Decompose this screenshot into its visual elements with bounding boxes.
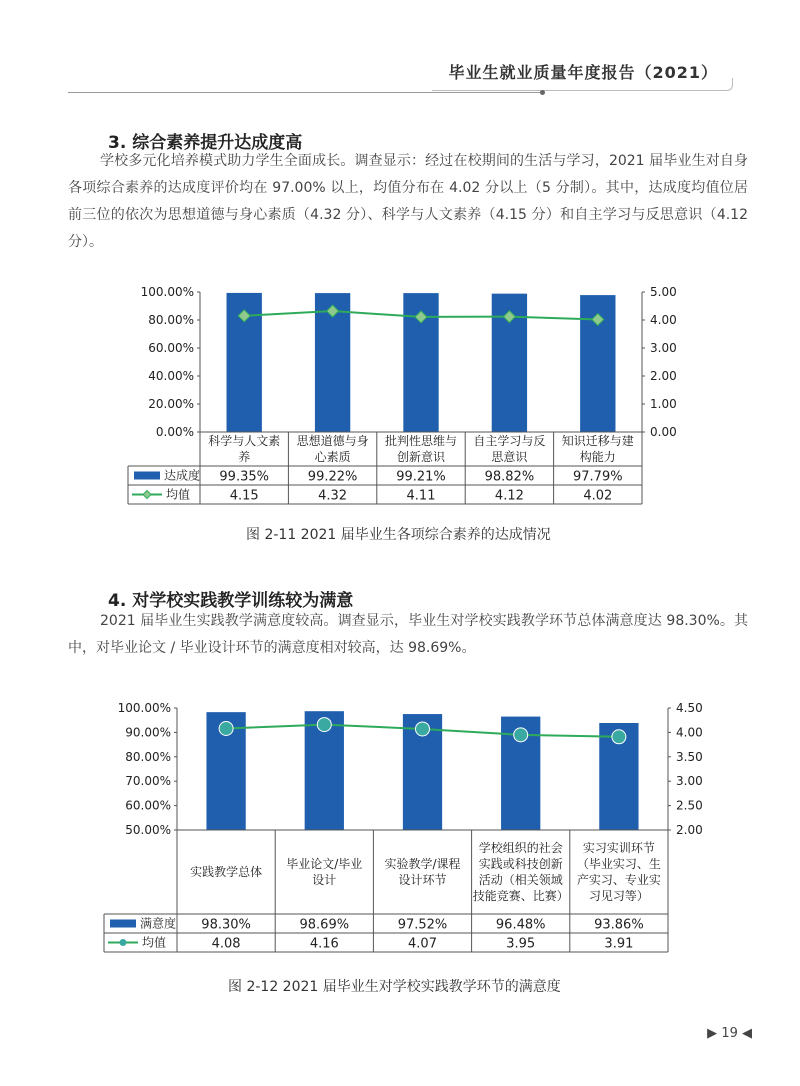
chart1-legend-line-label: 均值 <box>166 487 191 502</box>
chart1-legend-line-marker <box>143 491 151 499</box>
chart1-y-left-tick: 0.00% <box>155 425 194 439</box>
chart2-y-left-tick: 60.00% <box>125 798 171 813</box>
chart1-line-value-label: 4.12 <box>494 488 524 504</box>
chart2-bar-value-label: 93.86% <box>594 917 644 933</box>
chart1-line-value-label: 4.11 <box>406 488 436 504</box>
chart2-line-point <box>416 722 430 736</box>
chart1-y-left-tick: 20.00% <box>148 397 194 411</box>
chart1-y-right-tick: 1.00 <box>650 397 677 411</box>
header-title: 毕业生就业质量年度报告（2021） <box>448 63 718 82</box>
chart2-y-right-tick: 2.50 <box>676 798 703 813</box>
chart2-line-point <box>219 721 233 735</box>
chart2-category-label: 实习实训环节（毕业实习、生产实习、专业实习见习等） <box>576 841 661 903</box>
chart2-category-label: 实践教学总体 <box>190 865 263 879</box>
chart1-y-left-tick: 40.00% <box>148 369 194 383</box>
chart2-line-point <box>612 730 626 744</box>
chart2-y-right-tick: 2.00 <box>676 823 703 837</box>
chart2-y-right-tick: 3.50 <box>676 749 703 764</box>
chart1-bar-value-label: 99.21% <box>396 469 446 485</box>
chart1-y-right-tick: 3.00 <box>650 341 677 355</box>
chart2-legend-bar-swatch <box>110 920 136 928</box>
chart2-y-right-tick: 4.00 <box>676 725 703 740</box>
chart2-legend-line-marker <box>120 939 127 946</box>
section-3-paragraph: 学校多元化培养模式助力学生全面成长。调查显示：经过在校期间的生活与学习，2021 届毕业生对自身各项综合素养的达成度评价均在 97.00% 以上，均值分布在 4.02 分以上（5 分制）。其中，达成度均值位居前三位的依次为思想道德与身心素质（4.32 分）、科学与人文素养（4.15 分）和自主学习与反思意识（4.12 分）。 <box>68 153 748 250</box>
chart1-category-label: 知识迁移与建构能力 <box>561 434 634 464</box>
chart1-y-left-tick: 100.00% <box>140 285 194 299</box>
chart1-bar-value-label: 98.82% <box>484 469 535 485</box>
chart2-legend-bar-label: 满意度 <box>140 916 177 931</box>
chart-competency <box>0 270 800 520</box>
page-arrow-right-icon: ▶ <box>707 1026 718 1041</box>
chart-competency-caption: 图 2-11 2021 届毕业生各项综合素养的达成情况 <box>246 527 551 543</box>
chart1-line-value-label: 4.15 <box>229 488 259 504</box>
chart2-category-label: 实验教学/课程设计环节 <box>384 857 461 887</box>
chart2-line-point <box>514 728 528 742</box>
chart1-category-label: 自主学习与反思意识 <box>473 434 546 464</box>
chart-practice-caption: 图 2-12 2021 届毕业生对学校实践教学环节的满意度 <box>228 979 561 995</box>
chart1-bar-value-label: 99.35% <box>219 469 269 485</box>
chart1-line-value-label: 4.32 <box>318 488 348 504</box>
chart-practice <box>0 690 800 970</box>
chart2-y-left-tick: 70.00% <box>125 774 171 789</box>
chart1-y-left-tick: 60.00% <box>148 341 194 355</box>
chart2-line-value-label: 3.91 <box>604 936 634 952</box>
chart1-legend-bar-swatch <box>134 472 160 480</box>
chart1-y-left-tick: 80.00% <box>148 313 194 327</box>
chart2-line-value-label: 4.08 <box>211 936 241 952</box>
chart2-y-left-tick: 50.00% <box>125 823 171 837</box>
chart2-legend-line-label: 均值 <box>142 935 167 950</box>
chart1-legend-bar-label: 达成度 <box>164 468 201 483</box>
chart1-y-right-tick: 0.00 <box>650 425 677 439</box>
chart1-category-label: 批判性思维与创新意识 <box>384 434 458 464</box>
chart2-y-left-tick: 90.00% <box>125 725 171 740</box>
chart2-line-value-label: 4.07 <box>408 936 437 952</box>
page-arrow-left-icon: ◀ <box>742 1026 752 1041</box>
chart1-bar-value-label: 99.22% <box>307 469 358 485</box>
chart2-line-value-label: 4.16 <box>309 936 339 952</box>
chart2-y-left-tick: 100.00% <box>117 701 171 715</box>
chart1-y-right-tick: 4.00 <box>650 313 677 327</box>
chart2-y-right-tick: 3.00 <box>676 774 703 789</box>
chart2-category-label: 毕业论文/毕业设计 <box>286 857 363 887</box>
chart2-y-left-tick: 80.00% <box>125 749 171 764</box>
chart2-category-label: 学校组织的社会实践或科技创新活动（相关领域技能竞赛、比赛） <box>472 841 569 903</box>
chart-practice-svg <box>0 690 800 970</box>
chart2-bar-value-label: 98.30% <box>201 917 251 933</box>
section-4-title: 4. 对学校实践教学训练较为满意 <box>108 591 354 611</box>
chart2-line-value-label: 3.95 <box>506 936 536 952</box>
chart1-line-value-label: 4.02 <box>583 488 613 504</box>
chart1-category-label: 思想道德与身心素质 <box>296 434 369 464</box>
chart-competency-svg <box>0 270 800 520</box>
chart2-y-right-tick: 4.50 <box>676 701 703 715</box>
chart2-line-point <box>317 718 331 732</box>
section-3-title: 3. 综合素养提升达成度高 <box>108 133 303 153</box>
section-4-paragraph: 2021 届毕业生实践教学满意度较高。调查显示，毕业生对学校实践教学环节总体满意度达 98.30%。其中，对毕业论文 / 毕业设计环节的满意度相对较高，达 98.69%。 <box>68 613 748 656</box>
chart1-y-right-tick: 5.00 <box>650 285 677 299</box>
page-number <box>707 1026 752 1041</box>
page-number-value: 19 <box>721 1026 738 1041</box>
chart2-bar-value-label: 97.52% <box>397 917 448 933</box>
header-dot <box>540 90 545 95</box>
header-rule <box>68 92 544 93</box>
chart1-category-label: 科学与人文素养 <box>208 434 281 464</box>
chart1-bar-value-label: 97.79% <box>573 469 623 485</box>
chart1-y-right-tick: 2.00 <box>650 369 677 383</box>
chart2-bar-value-label: 96.48% <box>495 917 546 933</box>
chart2-bar-value-label: 98.69% <box>299 917 350 933</box>
